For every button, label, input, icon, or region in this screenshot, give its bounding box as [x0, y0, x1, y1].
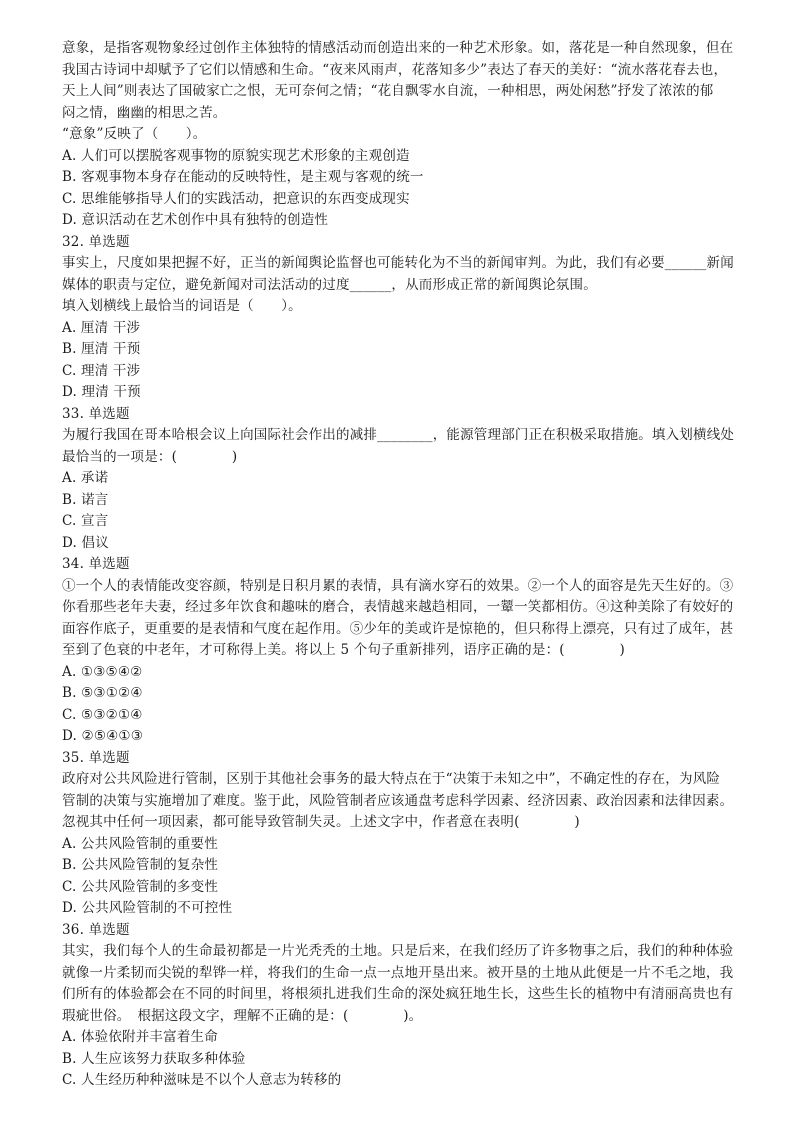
passage-line: 意象，是指客观物象经过创作主体独特的情感活动而创造出来的一种艺术形象。如，落花是一种自然现象，但在 [62, 40, 734, 56]
option-c[interactable]: C. ⑤③②①④ [62, 706, 143, 723]
question-line: 其实，我们每个人的生命最初都是一片光秃秃的土地。只是后来，在我们经历了许多物事之后，我们的种种体验 [62, 943, 734, 959]
question-35 [62, 748, 756, 920]
option-d[interactable]: D. ②⑤④①③ [62, 728, 144, 744]
option-c[interactable]: C. 宣言 [62, 513, 109, 529]
question-line: 你看那些老年夫妻，经过多年饮食和趣味的磨合，表情越来越趋相同，一颦一笑都相仿。④这种美除了有姣好的 [62, 599, 734, 615]
question-heading: 35. 单选题 [62, 749, 130, 766]
option-b[interactable]: B. 诺言 [62, 491, 109, 508]
passage-line: 我国古诗词中却赋予了它们以情感和生命。“夜来风雨声，花落知多少”表达了春天的美好：“流水落花春去也， [62, 61, 728, 78]
question-line: 为履行我国在哥本哈根会议上向国际社会作出的减排________，能源管理部门正在积极采取措施。填入划横线处 [62, 427, 735, 443]
question-line: 就像一片柔韧而尖锐的犁铧一样，将我们的生命一点一点地开垦出来。被开垦的土地从此便是一片不毛之地，我 [62, 964, 734, 981]
option-a[interactable]: A. 人们可以摆脱客观事物的原貌实现艺术形象的主观创造 [62, 147, 410, 164]
question-line: 们所有的体验都会在不同的时间里，将根须扎进我们生命的深处疯狂地生长，这些生长的植物中有清丽高贵也有 [62, 986, 734, 1002]
intro-passage [62, 38, 756, 232]
passage-line: 天上人间”则表达了国破家亡之恨，无可奈何之情；“花自飘零水自流，一种相思，两处闲愁”抒发了浓浓的郁 [62, 83, 714, 99]
question-stem: “意象”反映了（ ）。 [62, 126, 207, 142]
question-line: 忽视其中任何一项因素，都可能导致管制失灵。上述文字中，作者意在表明( ) [62, 814, 580, 830]
option-b[interactable]: B. 客观事物本身存在能动的反映特性，是主观与客观的统一 [62, 169, 424, 185]
question-line: 填入划横线上最恰当的词语是（ ）。 [62, 298, 302, 314]
question-34 [62, 554, 756, 748]
option-b[interactable]: B. 厘清 干预 [62, 341, 141, 357]
question-line: 瑕疵世俗。 根据这段文字，理解不正确的是：( )。 [62, 1007, 423, 1024]
option-c[interactable]: C. 人生经历种种滋味是不以个人意志为转移的 [62, 1072, 342, 1088]
option-d[interactable]: D. 意识活动在艺术创作中具有独特的创造性 [62, 212, 329, 228]
option-c[interactable]: C. 思维能够指导人们的实践活动，把意识的东西变成现实 [62, 190, 410, 207]
option-a[interactable]: A. 体验依附并丰富着生命 [62, 1029, 218, 1045]
question-36 [62, 920, 756, 1092]
option-d[interactable]: D. 公共风险管制的不可控性 [62, 900, 233, 916]
question-32 [62, 232, 756, 404]
question-line: 事实上，尺度如果把握不好，正当的新闻舆论监督也可能转化为不当的新闻审判。为此，我们有必要______新闻 [62, 255, 734, 271]
option-d[interactable]: D. 倡议 [62, 534, 109, 551]
question-line: 面容作底子，更重要的是表情和气度在起作用。⑤少年的美或许是惊艳的，但只称得上漂亮，只有过了成年，甚 [62, 620, 734, 637]
option-a[interactable]: A. 公共风险管制的重要性 [62, 835, 218, 852]
option-a[interactable]: A. 厘清 干涉 [62, 319, 141, 336]
option-b[interactable]: B. ⑤③①②④ [62, 685, 143, 701]
question-line: 最恰当的一项是：( ) [62, 448, 238, 465]
question-heading: 32. 单选题 [62, 233, 130, 250]
question-33 [62, 404, 756, 555]
option-d[interactable]: D. 理清 干预 [62, 384, 141, 400]
option-b[interactable]: B. 人生应该努力获取多种体验 [62, 1050, 246, 1067]
question-line: 至到了色衰的中老年，才可称得上美。将以上 5 个句子重新排列，语序正确的是：( ) [62, 642, 626, 658]
option-a[interactable]: A. 承诺 [62, 470, 109, 486]
option-c[interactable]: C. 公共风险管制的多变性 [62, 878, 219, 895]
question-line: 政府对公共风险进行管制，区别于其他社会事务的最大特点在于“决策于未知之中”，不确定性的存在，为风险 [62, 771, 721, 787]
question-heading: 33. 单选题 [62, 405, 130, 422]
question-heading: 34. 单选题 [62, 556, 130, 572]
question-line: 管制的决策与实施增加了难度。鉴于此，风险管制者应该通盘考虑科学因素、经济因素、政治因素和法律因素。 [62, 792, 734, 809]
passage-line: 闷之情，幽幽的相思之苦。 [62, 104, 227, 121]
option-a[interactable]: A. ①③⑤④② [62, 663, 143, 680]
question-heading: 36. 单选题 [62, 921, 130, 938]
option-c[interactable]: C. 理清 干涉 [62, 362, 141, 379]
question-line: ①一个人的表情能改变容颜，特别是日积月累的表情，具有滴水穿石的效果。②一个人的面容是先天生好的。③ [62, 577, 734, 594]
question-line: 媒体的职责与定位，避免新闻对司法活动的过度______，从而形成正常的新闻舆论氛围。 [62, 276, 597, 293]
option-b[interactable]: B. 公共风险管制的复杂性 [62, 857, 219, 873]
